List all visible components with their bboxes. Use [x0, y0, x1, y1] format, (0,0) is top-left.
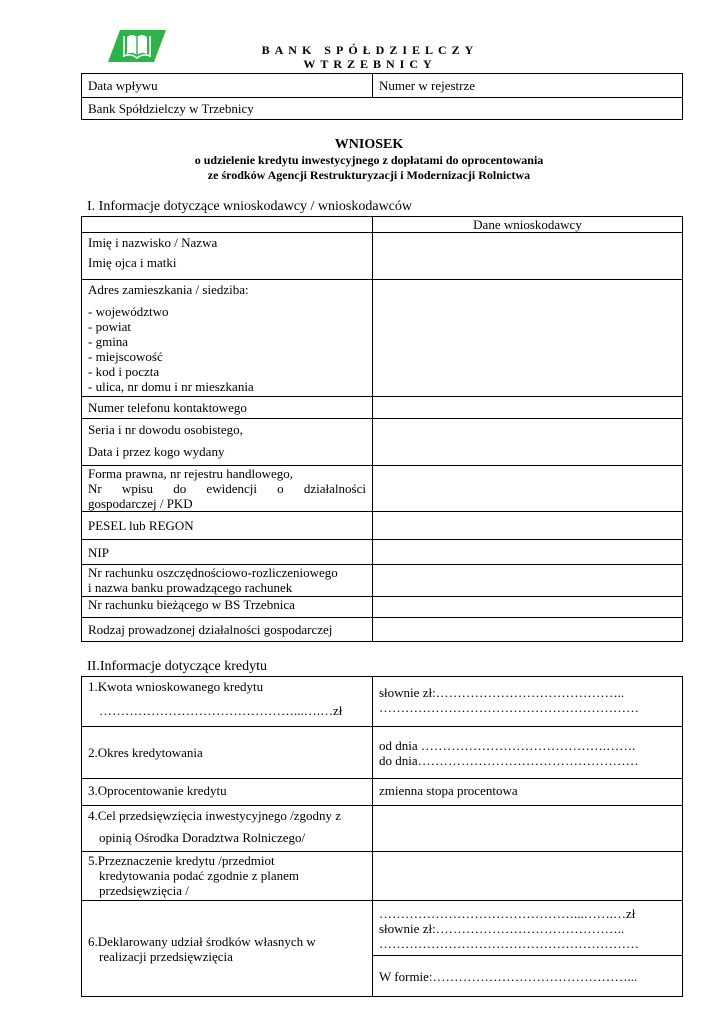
purpose-line2: opinią Ośrodka Doradztwa Rolniczego/ — [99, 830, 306, 845]
interest-value-cell — [373, 779, 683, 806]
allocation-input[interactable] — [373, 852, 683, 901]
amount-label: 1.Kwota wnioskowanego kredytu — [88, 679, 264, 694]
section2-heading: II.Informacje dotyczące kredytu — [87, 659, 267, 674]
address-label-cell — [82, 280, 373, 397]
own-share-label-cell — [82, 901, 373, 997]
own-share-line2: realizacji przedsięwzięcia — [99, 948, 233, 964]
address-item-town: - miejscowość — [88, 349, 163, 364]
name-label-cell — [82, 233, 373, 280]
register-number-field[interactable] — [373, 74, 683, 98]
amount-words: słownie zł:…………………………………….. — [379, 685, 625, 700]
legal-form-line3: gospodarczej / PKD — [88, 496, 193, 511]
own-share-amount-cell[interactable] — [373, 901, 683, 956]
address-item-street: - ulica, nr domu i nr mieszkania — [88, 379, 254, 394]
amount-label-cell — [82, 677, 373, 727]
form-title-line2: o udzielenie kredytu inwestycyjnego z dopłatami do oprocentowania — [194, 153, 544, 167]
amount-dots[interactable]: ………………………………………...….…zł — [99, 703, 343, 718]
allocation-line3: przedsięwzięcia / — [99, 883, 189, 898]
own-share-form-cell[interactable] — [373, 956, 683, 997]
business-type-label-cell — [82, 618, 373, 642]
account-label-cell — [82, 565, 373, 597]
nip-input[interactable] — [373, 540, 683, 565]
id-label-cell — [82, 419, 373, 466]
name-input[interactable] — [373, 233, 683, 280]
bank-name — [230, 43, 510, 71]
green-book-logo-icon — [108, 28, 166, 64]
applicant-table — [81, 216, 683, 642]
credit-table — [81, 676, 683, 997]
phone-input[interactable] — [373, 397, 683, 419]
own-share-form: W formie:………………………………………... — [379, 968, 638, 984]
address-item-commune: - gmina — [88, 334, 129, 349]
allocation-label-cell — [82, 852, 373, 901]
id-issued-label: Data i przez kogo wydany — [88, 444, 225, 459]
own-share-words-cont: …………………………………………………… — [379, 935, 639, 951]
applicant-header-blank — [82, 217, 373, 233]
address-input[interactable] — [373, 280, 683, 397]
phone-label: Numer telefonu kontaktowego — [88, 400, 247, 415]
pesel-label-cell — [82, 512, 373, 540]
period-label-cell — [82, 727, 373, 779]
account-input[interactable] — [373, 565, 683, 597]
current-account-input[interactable] — [373, 597, 683, 618]
interest-value: zmienna stopa procentowa — [379, 783, 518, 798]
registry-table — [81, 73, 683, 120]
bank-name-line1: BANK SPÓŁDZIELCZY — [261, 43, 479, 57]
address-item-voivodeship: - województwo — [88, 304, 169, 319]
period-label: 2.Okres kredytowania — [88, 745, 203, 760]
purpose-line1: 4.Cel przedsięwzięcia inwestycyjnego /zgodny z — [88, 808, 342, 823]
interest-label-cell — [82, 779, 373, 806]
business-type-label: Rodzaj prowadzonej działalności gospodarczej — [88, 622, 333, 637]
address-label: Adres zamieszkania / siedziba: — [88, 282, 249, 297]
legal-form-line2: Nr wpisu do ewidencji o działalności — [88, 481, 366, 496]
id-series-label: Seria i nr dowodu osobistego, — [88, 422, 243, 437]
period-cell[interactable] — [373, 727, 683, 779]
date-received-label: Data wpływu — [88, 78, 158, 93]
current-account-label-cell — [82, 597, 373, 618]
allocation-line2: kredytowania podać zgodnie z planem — [99, 868, 299, 883]
legal-form-line1: Forma prawna, nr rejestru handlowego, — [88, 466, 294, 481]
legal-form-input[interactable] — [373, 466, 683, 512]
account-line2: i nazwa banku prowadzącego rachunek — [88, 580, 293, 595]
id-input[interactable] — [373, 419, 683, 466]
period-from: od dnia …………………………………….……. — [379, 737, 636, 753]
allocation-line1: 5.Przeznaczenie kredytu /przedmiot — [88, 853, 275, 868]
own-share-words: słownie zł:…………………………………….. — [379, 920, 625, 936]
amount-words-cont: …………………………………………………… — [379, 700, 639, 715]
business-type-input[interactable] — [373, 618, 683, 642]
name-label: Imię i nazwisko / Nazwa — [88, 235, 218, 250]
section1-heading: I. Informacje dotyczące wnioskodawcy / wnioskodawców — [87, 199, 413, 214]
period-to: do dnia…………………………………………… — [379, 752, 639, 768]
own-share-line1: 6.Deklarowany udział środków własnych w — [88, 933, 316, 949]
account-line1: Nr rachunku oszczędnościowo-rozliczeniowego — [88, 565, 338, 580]
parents-label: Imię ojca i matki — [88, 255, 177, 270]
phone-label-cell — [82, 397, 373, 419]
register-number-label: Numer w rejestrze — [379, 78, 476, 93]
bank-branch-field — [82, 98, 683, 120]
nip-label: NIP — [88, 544, 109, 560]
pesel-input[interactable] — [373, 512, 683, 540]
pesel-label: PESEL lub REGON — [88, 518, 194, 533]
purpose-input[interactable] — [373, 806, 683, 852]
purpose-label-cell — [82, 806, 373, 852]
current-account-label: Nr rachunku bieżącego w BS Trzebnica — [88, 597, 295, 612]
bank-name-line2: WTRZEBNICY — [303, 57, 437, 71]
applicant-column-header — [373, 217, 683, 233]
own-share-amount: ………………………………………...…….…zł — [379, 905, 636, 921]
interest-label: 3.Oprocentowanie kredytu — [88, 783, 227, 798]
bank-branch-label: Bank Spółdzielczy w Trzebnicy — [88, 101, 254, 116]
legal-form-label-cell — [82, 466, 373, 512]
amount-words-cell[interactable] — [373, 677, 683, 727]
date-received-field[interactable] — [82, 74, 373, 98]
nip-label-cell — [82, 540, 373, 565]
address-item-county: - powiat — [88, 319, 131, 334]
form-title — [81, 136, 657, 183]
applicant-column-header-label: Dane wnioskodawcy — [473, 217, 582, 232]
form-title-line3: ze środków Agencji Restrukturyzacji i Modernizacji Rolnictwa — [207, 168, 531, 182]
form-title-main: WNIOSEK — [334, 137, 404, 152]
address-item-postcode: - kod i poczta — [88, 364, 160, 379]
